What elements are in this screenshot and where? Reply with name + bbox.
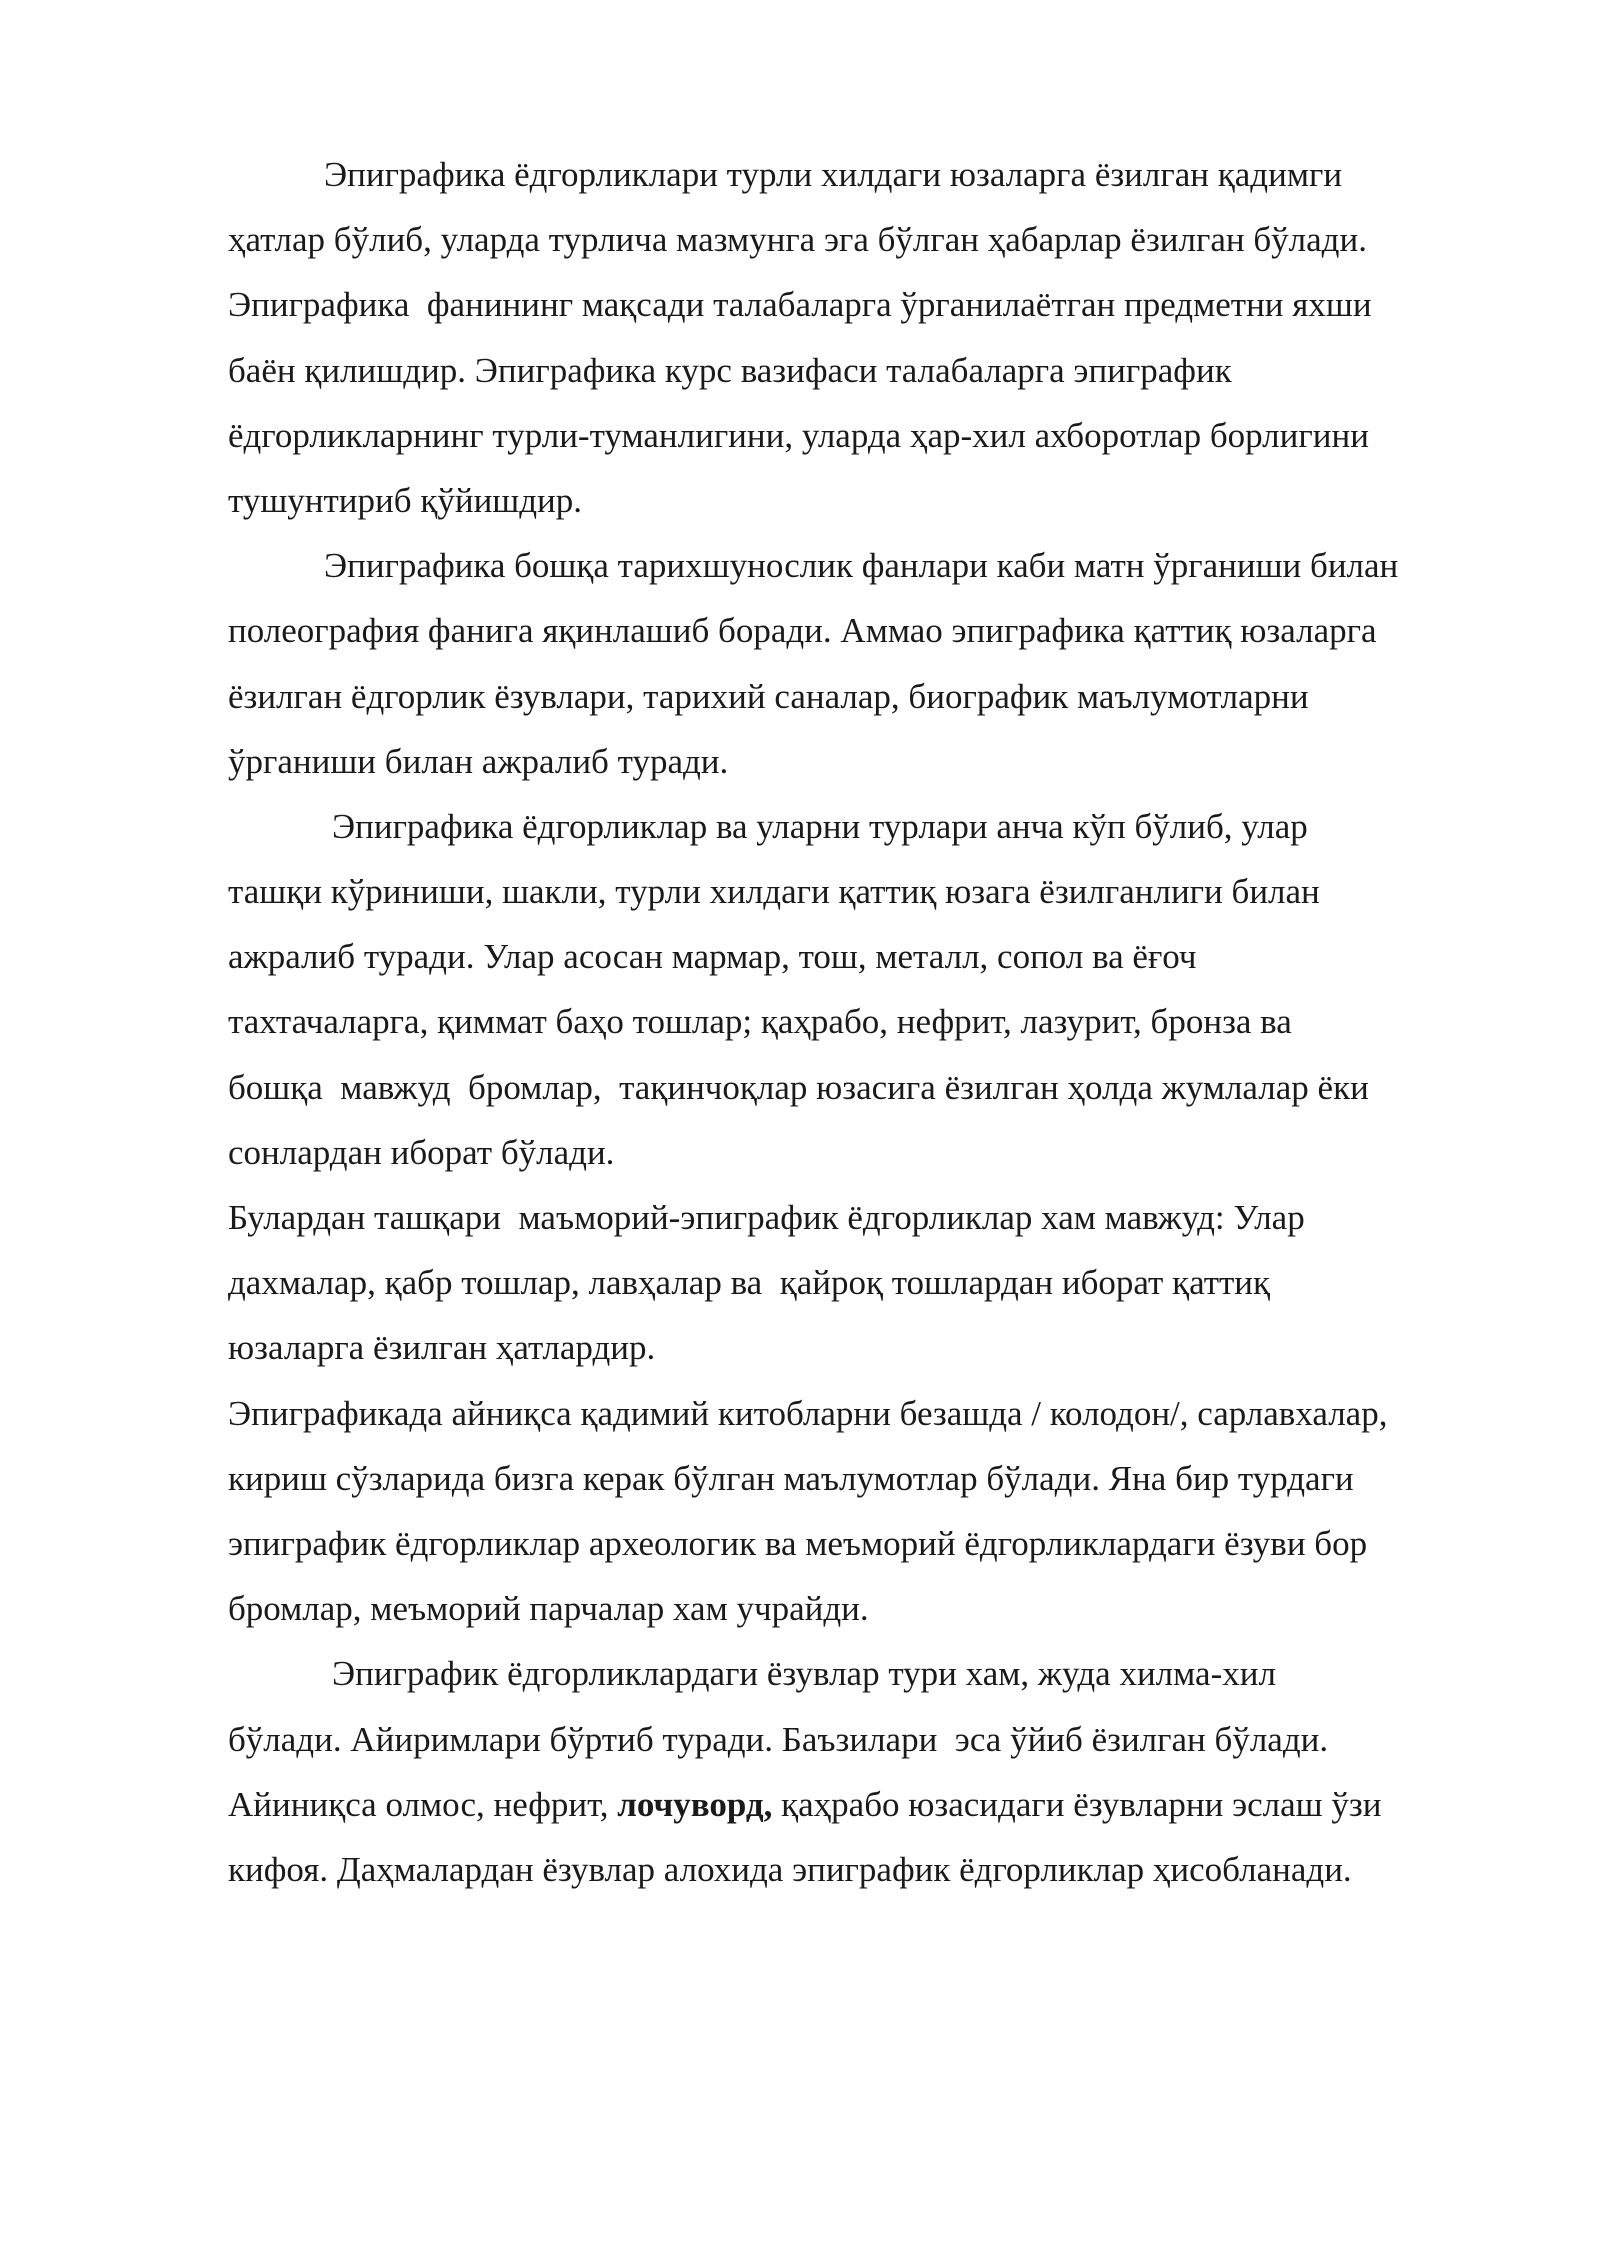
document-page (228, 142, 1500, 1902)
text-line: ёдгорликларнинг турли-туманлигини, уларда ҳар-хил ахборотлар борлигини (228, 415, 1369, 455)
text-run: қаҳрабо юзасидаги ёзувларни эслаш ўзи (772, 1784, 1382, 1824)
text-line: кифоя. Даҳмалардан ёзувлар алохида эпиграфик ёдгорликлар ҳисобланади. (228, 1849, 1352, 1889)
bold-term: лочуворд, (617, 1784, 773, 1824)
text-line: бошқа мавжуд бромлар, тақинчоқлар юзасига ёзилган ҳолда жумлалар ёки (228, 1067, 1369, 1107)
text-line: тушунтириб қўйишдир. (228, 480, 583, 520)
text-line: ёзилган ёдгорлик ёзувлари, тарихий саналар, биографик маълумотларни (228, 676, 1309, 716)
text-line: Эпиграфика фанининг мақсади талабаларга ўрганилаётган предметни яхши (228, 285, 1372, 325)
text-line-with-bold (228, 1772, 1500, 1837)
text-line: сонлардан иборат бўлади. (228, 1132, 615, 1172)
text-line: Эпиграфикада айниқса қадимий китобларни безашда / колодон/, сарлавхалар, (228, 1393, 1388, 1433)
paragraph-1 (228, 142, 1500, 533)
text-line: эпиграфик ёдгорликлар археологик ва меъморий ёдгорликлардаги ёзуви бор (228, 1523, 1368, 1563)
text-line: Эпиграфик ёдгорликлардаги ёзувлар тури хам, жуда хилма-хил (332, 1654, 1276, 1694)
text-run: Айиниқса олмос, нефрит, (228, 1784, 618, 1824)
paragraph-2 (228, 533, 1500, 794)
text-line: Эпиграфика ёдгорликлари турли хилдаги юзаларга ёзилган қадимги (324, 155, 1343, 194)
text-line: бромлар, меъморий парчалар хам учрайди. (228, 1589, 869, 1629)
text-line: полеография фанига яқинлашиб боради. Аммао эпиграфика қаттиқ юзаларга (228, 611, 1377, 651)
text-line: Эпиграфика бошқа тарихшунослик фанлари каби матн ўрганиши билан (324, 546, 1399, 586)
text-line: тахтачаларга, қиммат баҳо тошлар; қаҳрабо, нефрит, лазурит, бронза ва (228, 1002, 1292, 1042)
text-line: дахмалар, қабр тошлар, лавҳалар ва қайроқ тошлардан иборат қаттиқ (228, 1263, 1271, 1303)
text-line: Булардан ташқари маъморий-эпиграфик ёдгорликлар хам мавжуд: Улар (228, 1198, 1305, 1237)
text-line: баён қилишдир. Эпиграфика курс вазифаси талабаларга эпиграфик (228, 350, 1232, 390)
text-line: кириш сўзларида бизга керак бўлган маълумотлар бўлади. Яна бир турдаги (228, 1458, 1354, 1498)
text-line: юзаларга ёзилган ҳатлардир. (228, 1328, 656, 1368)
text-line: Эпиграфика ёдгорликлар ва уларни турлари анча кўп бўлиб, улар (332, 806, 1308, 846)
paragraph-4 (228, 1185, 1500, 1381)
paragraph-5 (228, 1381, 1500, 1642)
paragraph-3 (228, 794, 1500, 1185)
text-line: ҳатлар бўлиб, уларда турлича мазмунга эга бўлган ҳабарлар ёзилган бўлади. (228, 220, 1367, 260)
text-line: ўрганиши билан ажралиб туради. (228, 741, 729, 781)
text-line: ажралиб туради. Улар асосан мармар, тош, металл, сопол ва ёғоч (228, 937, 1197, 977)
text-line: ташқи кўриниши, шакли, турли хилдаги қаттиқ юзага ёзилганлиги билан (228, 872, 1320, 912)
paragraph-6 (228, 1641, 1500, 1902)
text-line: бўлади. Айиримлари бўртиб туради. Баъзилари эса ўйиб ёзилган бўлади. (228, 1719, 1329, 1759)
